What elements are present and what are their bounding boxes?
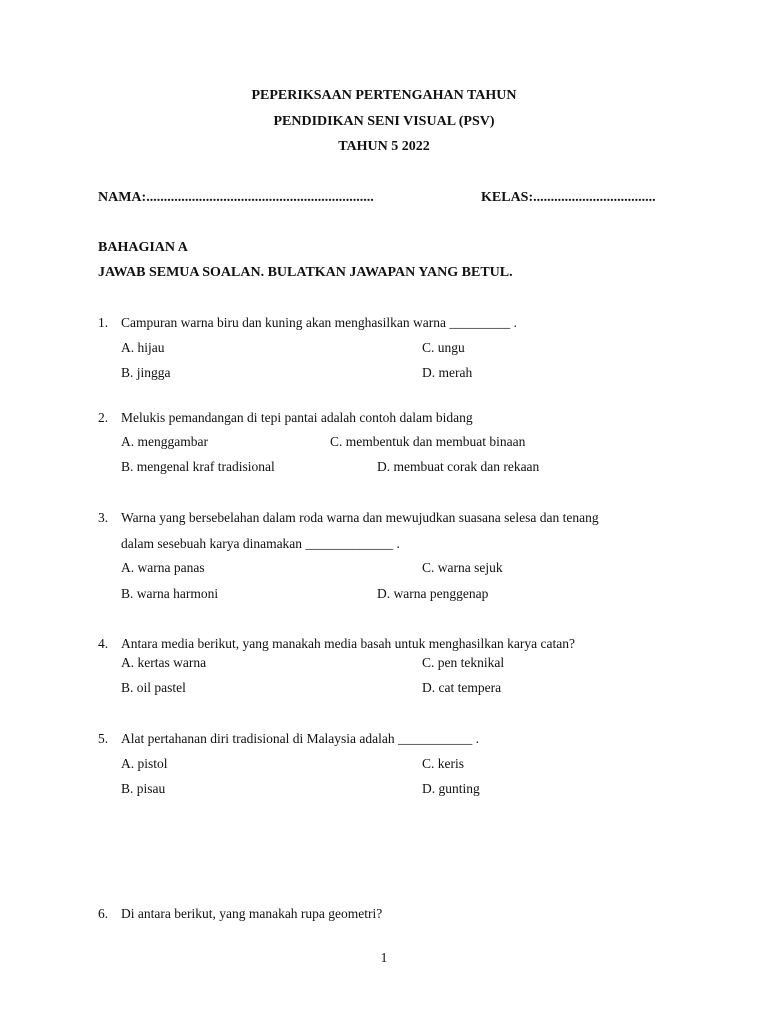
question-text-continued: dalam sesebuah karya dinamakan _____________ .: [121, 536, 400, 551]
question-number: 1.: [98, 315, 109, 330]
option-a: A. pistol: [121, 756, 168, 771]
question-text: Melukis pemandangan di tepi pantai adalah contoh dalam bidang: [121, 410, 473, 425]
option-b: B. oil pastel: [121, 680, 186, 695]
option-a: A. menggambar: [121, 434, 208, 449]
option-b: B. jingga: [121, 365, 171, 380]
exam-title: PEPERIKSAAN PERTENGAHAN TAHUN: [251, 88, 517, 103]
option-c: C. warna sejuk: [422, 560, 503, 575]
option-c: C. pen teknikal: [422, 655, 505, 670]
subject-title: PENDIDIKAN SENI VISUAL (PSV): [273, 114, 495, 129]
question-text: Antara media berikut, yang manakah media basah untuk menghasilkan karya catan?: [121, 636, 575, 651]
page-number: 1: [380, 950, 388, 965]
question-text: Warna yang bersebelahan dalam roda warna dan mewujudkan suasana selesa dan tenang: [121, 510, 599, 525]
question-number: 5.: [98, 731, 109, 746]
question-number: 2.: [98, 410, 109, 425]
section-instruction: JAWAB SEMUA SOALAN. BULATKAN JAWAPAN YANG BETUL.: [98, 265, 513, 280]
option-c: C. membentuk dan membuat binaan: [330, 434, 526, 449]
option-d: D. cat tempera: [422, 680, 502, 695]
section-title: BAHAGIAN A: [98, 240, 188, 255]
question-text: Alat pertahanan diri tradisional di Malaysia adalah ___________ .: [121, 731, 480, 746]
class-field: KELAS:...................................: [481, 190, 656, 205]
option-d: D. gunting: [422, 781, 480, 796]
name-field: NAMA:.................................................................: [98, 190, 374, 205]
question-text: Campuran warna biru dan kuning akan menghasilkan warna _________ .: [121, 315, 517, 330]
year-title: TAHUN 5 2022: [338, 139, 430, 154]
question-text: Di antara berikut, yang manakah rupa geometri?: [121, 906, 383, 921]
option-b: B. pisau: [121, 781, 166, 796]
option-c: C. ungu: [422, 340, 465, 355]
question-number: 6.: [98, 906, 109, 921]
question-number: 3.: [98, 510, 109, 525]
option-c: C. keris: [422, 756, 464, 771]
option-b: B. warna harmoni: [121, 586, 219, 601]
option-a: A. kertas warna: [121, 655, 207, 670]
option-b: B. mengenal kraf tradisional: [121, 459, 275, 474]
option-d: D. merah: [422, 365, 473, 380]
option-d: D. warna penggenap: [377, 586, 489, 601]
option-a: A. hijau: [121, 340, 165, 355]
option-d: D. membuat corak dan rekaan: [377, 459, 540, 474]
question-number: 4.: [98, 636, 109, 651]
option-a: A. warna panas: [121, 560, 205, 575]
